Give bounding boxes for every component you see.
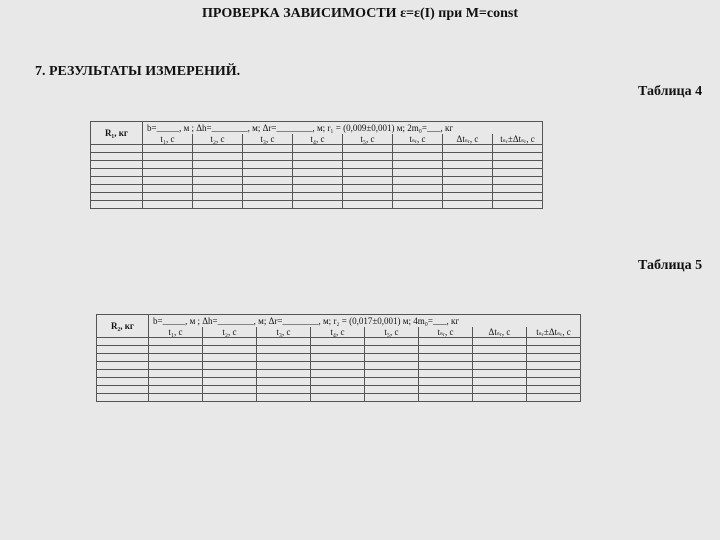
table-cell[interactable]: [193, 193, 243, 201]
table-cell[interactable]: [527, 370, 581, 378]
table-cell[interactable]: [473, 394, 527, 402]
table-cell[interactable]: [473, 386, 527, 394]
table-cell[interactable]: [393, 153, 443, 161]
table-cell[interactable]: [257, 370, 311, 378]
table-cell[interactable]: [293, 169, 343, 177]
table-cell[interactable]: [203, 346, 257, 354]
table-cell[interactable]: [311, 354, 365, 362]
table-cell[interactable]: [473, 338, 527, 346]
table-row: [91, 161, 543, 169]
table-cell[interactable]: [97, 354, 149, 362]
table-cell[interactable]: [149, 370, 203, 378]
table5-header-line: b=_____, м ; Δh=________, м; Δr=________, м; r₂ = (0,017±0,001) м; 4m₀=___, кг: [149, 315, 581, 328]
table-cell[interactable]: [393, 177, 443, 185]
table-cell[interactable]: [243, 169, 293, 177]
table-cell[interactable]: [443, 161, 493, 169]
table-cell[interactable]: [97, 362, 149, 370]
table-row: [97, 338, 581, 346]
table-cell[interactable]: [293, 185, 343, 193]
table-cell[interactable]: [193, 145, 243, 153]
table-cell[interactable]: [193, 153, 243, 161]
table-cell[interactable]: [97, 394, 149, 402]
table-cell[interactable]: [493, 201, 543, 209]
table-row: [97, 370, 581, 378]
table4-row-header: R₁, кг: [91, 122, 143, 145]
table-cell[interactable]: [97, 378, 149, 386]
table-cell[interactable]: [143, 193, 193, 201]
page-title: ПРОВЕРКА ЗАВИСИМОСТИ ε=ε(I) при М=const: [201, 6, 518, 21]
table-cell[interactable]: [311, 346, 365, 354]
table-cell[interactable]: [443, 169, 493, 177]
table-cell[interactable]: [365, 370, 419, 378]
table5-column-header: tₛᵣ±Δtₛᵣ, с: [527, 327, 581, 338]
table-cell[interactable]: [203, 386, 257, 394]
table-cell[interactable]: [343, 193, 393, 201]
table-cell[interactable]: [257, 362, 311, 370]
table-row: [97, 362, 581, 370]
table-cell[interactable]: [243, 153, 293, 161]
table-cell[interactable]: [143, 145, 193, 153]
table-row: [91, 201, 543, 209]
table-cell[interactable]: [91, 185, 143, 193]
table-cell[interactable]: [149, 362, 203, 370]
table4-column-header: tₛᵣ±Δtₛᵣ, с: [493, 134, 543, 145]
table-cell[interactable]: [143, 153, 193, 161]
table-cell[interactable]: [473, 370, 527, 378]
table-cell[interactable]: [443, 201, 493, 209]
table4: [90, 121, 543, 209]
table-cell[interactable]: [203, 354, 257, 362]
table-cell[interactable]: [91, 169, 143, 177]
table-cell[interactable]: [365, 338, 419, 346]
table-cell[interactable]: [343, 169, 393, 177]
table-cell[interactable]: [149, 394, 203, 402]
table-cell[interactable]: [393, 185, 443, 193]
table-cell[interactable]: [419, 370, 473, 378]
table-cell[interactable]: [493, 177, 543, 185]
table-cell[interactable]: [527, 394, 581, 402]
table-cell[interactable]: [343, 161, 393, 169]
table-cell[interactable]: [243, 201, 293, 209]
table-cell[interactable]: [203, 338, 257, 346]
table-cell[interactable]: [91, 193, 143, 201]
table4-label: Таблица 4: [638, 84, 703, 99]
table4-header-line: b=_____, м ; Δh=________, м; Δr=________, м; r₁ = (0,009±0,001) м; 2m₀=___, кг: [143, 122, 543, 135]
table4-column-header: t₁, с: [143, 134, 193, 145]
table-cell[interactable]: [473, 354, 527, 362]
table-cell[interactable]: [493, 145, 543, 153]
table-cell[interactable]: [149, 386, 203, 394]
table-cell[interactable]: [193, 177, 243, 185]
table-cell[interactable]: [293, 153, 343, 161]
table-cell[interactable]: [419, 386, 473, 394]
table-cell[interactable]: [419, 378, 473, 386]
table-cell[interactable]: [419, 346, 473, 354]
table-cell[interactable]: [143, 185, 193, 193]
table-cell[interactable]: [243, 185, 293, 193]
table-row: [97, 386, 581, 394]
table-cell[interactable]: [293, 193, 343, 201]
table-cell[interactable]: [311, 338, 365, 346]
table-row: [91, 193, 543, 201]
table-cell[interactable]: [343, 201, 393, 209]
table-cell[interactable]: [143, 161, 193, 169]
table-cell[interactable]: [293, 161, 343, 169]
table-cell[interactable]: [293, 145, 343, 153]
section-title: 7. РЕЗУЛЬТАТЫ ИЗМЕРЕНИЙ.: [35, 64, 241, 79]
table-cell[interactable]: [293, 201, 343, 209]
table-cell[interactable]: [493, 185, 543, 193]
table-cell[interactable]: [443, 193, 493, 201]
table-cell[interactable]: [365, 362, 419, 370]
table4-column-header: t₂, с: [193, 134, 243, 145]
table5-column-header: t₄, с: [311, 327, 365, 338]
table-cell[interactable]: [143, 201, 193, 209]
table5-column-header: t₅, с: [365, 327, 419, 338]
table-cell[interactable]: [343, 153, 393, 161]
table-cell[interactable]: [193, 161, 243, 169]
table-cell[interactable]: [143, 169, 193, 177]
table-cell[interactable]: [493, 161, 543, 169]
table-cell[interactable]: [527, 354, 581, 362]
table-cell[interactable]: [527, 386, 581, 394]
table-cell[interactable]: [365, 386, 419, 394]
table-cell[interactable]: [393, 193, 443, 201]
table-cell[interactable]: [493, 169, 543, 177]
table-cell[interactable]: [473, 362, 527, 370]
table-cell[interactable]: [527, 362, 581, 370]
table-cell[interactable]: [311, 370, 365, 378]
table-cell[interactable]: [203, 394, 257, 402]
table-cell[interactable]: [97, 386, 149, 394]
table-row: [97, 354, 581, 362]
table-cell[interactable]: [493, 153, 543, 161]
table-cell[interactable]: [257, 394, 311, 402]
table5-column-header: t₃, с: [257, 327, 311, 338]
table-cell[interactable]: [365, 354, 419, 362]
table-cell[interactable]: [527, 338, 581, 346]
table-cell[interactable]: [257, 378, 311, 386]
table-row: [97, 394, 581, 402]
table-cell[interactable]: [193, 201, 243, 209]
table4-column-header: t₄, с: [293, 134, 343, 145]
table-cell[interactable]: [311, 378, 365, 386]
table-cell[interactable]: [311, 362, 365, 370]
table-cell[interactable]: [393, 161, 443, 169]
table-cell[interactable]: [97, 370, 149, 378]
table-cell[interactable]: [443, 177, 493, 185]
table4-column-header: t₅, с: [343, 134, 393, 145]
table-cell[interactable]: [527, 378, 581, 386]
table-cell[interactable]: [311, 386, 365, 394]
table4-column-header: Δtₛᵣ, с: [443, 134, 493, 145]
table-cell[interactable]: [419, 394, 473, 402]
table-cell[interactable]: [343, 185, 393, 193]
table5-column-header: t₂, с: [203, 327, 257, 338]
table-cell[interactable]: [365, 394, 419, 402]
table-cell[interactable]: [419, 338, 473, 346]
table-cell[interactable]: [443, 185, 493, 193]
table-cell[interactable]: [257, 354, 311, 362]
table-cell[interactable]: [257, 346, 311, 354]
table-cell[interactable]: [419, 362, 473, 370]
table-cell[interactable]: [97, 346, 149, 354]
table-row: [97, 346, 581, 354]
table-cell[interactable]: [203, 362, 257, 370]
table4-column-header: t₃, с: [243, 134, 293, 145]
table-cell[interactable]: [393, 145, 443, 153]
table-cell[interactable]: [343, 145, 393, 153]
table-row: [91, 177, 543, 185]
table5-column-header: Δtₛᵣ, с: [473, 327, 527, 338]
table-cell[interactable]: [443, 153, 493, 161]
table5-column-header: tₛᵣ, с: [419, 327, 473, 338]
table-cell[interactable]: [419, 354, 473, 362]
table-cell[interactable]: [91, 161, 143, 169]
table-cell[interactable]: [193, 169, 243, 177]
table-cell[interactable]: [293, 177, 343, 185]
table5-column-header: t₁, с: [149, 327, 203, 338]
table-cell[interactable]: [257, 338, 311, 346]
table-row: [91, 145, 543, 153]
table-row: [97, 378, 581, 386]
table-cell[interactable]: [443, 145, 493, 153]
table-cell[interactable]: [91, 177, 143, 185]
table-cell[interactable]: [97, 338, 149, 346]
table-cell[interactable]: [149, 346, 203, 354]
table-cell[interactable]: [143, 177, 193, 185]
table-cell[interactable]: [393, 201, 443, 209]
table-cell[interactable]: [243, 193, 293, 201]
table-cell[interactable]: [149, 354, 203, 362]
table-cell[interactable]: [203, 378, 257, 386]
table-cell[interactable]: [149, 378, 203, 386]
table-cell[interactable]: [193, 185, 243, 193]
table5: [96, 314, 581, 402]
table5-label: Таблица 5: [638, 258, 703, 273]
table-row: [91, 153, 543, 161]
table-cell[interactable]: [91, 145, 143, 153]
table4-column-header: tₛᵣ, с: [393, 134, 443, 145]
table-row: [91, 185, 543, 193]
table-cell[interactable]: [527, 346, 581, 354]
table-cell[interactable]: [365, 378, 419, 386]
table-cell[interactable]: [393, 169, 443, 177]
table-cell[interactable]: [243, 145, 293, 153]
table-cell[interactable]: [493, 193, 543, 201]
table-cell[interactable]: [473, 378, 527, 386]
table-cell[interactable]: [243, 161, 293, 169]
table5-row-header: R₂, кг: [97, 315, 149, 338]
table-cell[interactable]: [203, 370, 257, 378]
table-cell[interactable]: [243, 177, 293, 185]
table-cell[interactable]: [311, 394, 365, 402]
table-cell[interactable]: [343, 177, 393, 185]
table-cell[interactable]: [91, 153, 143, 161]
table-cell[interactable]: [91, 201, 143, 209]
table-cell[interactable]: [473, 346, 527, 354]
table-cell[interactable]: [149, 338, 203, 346]
table-cell[interactable]: [257, 386, 311, 394]
table-row: [91, 169, 543, 177]
table-cell[interactable]: [365, 346, 419, 354]
